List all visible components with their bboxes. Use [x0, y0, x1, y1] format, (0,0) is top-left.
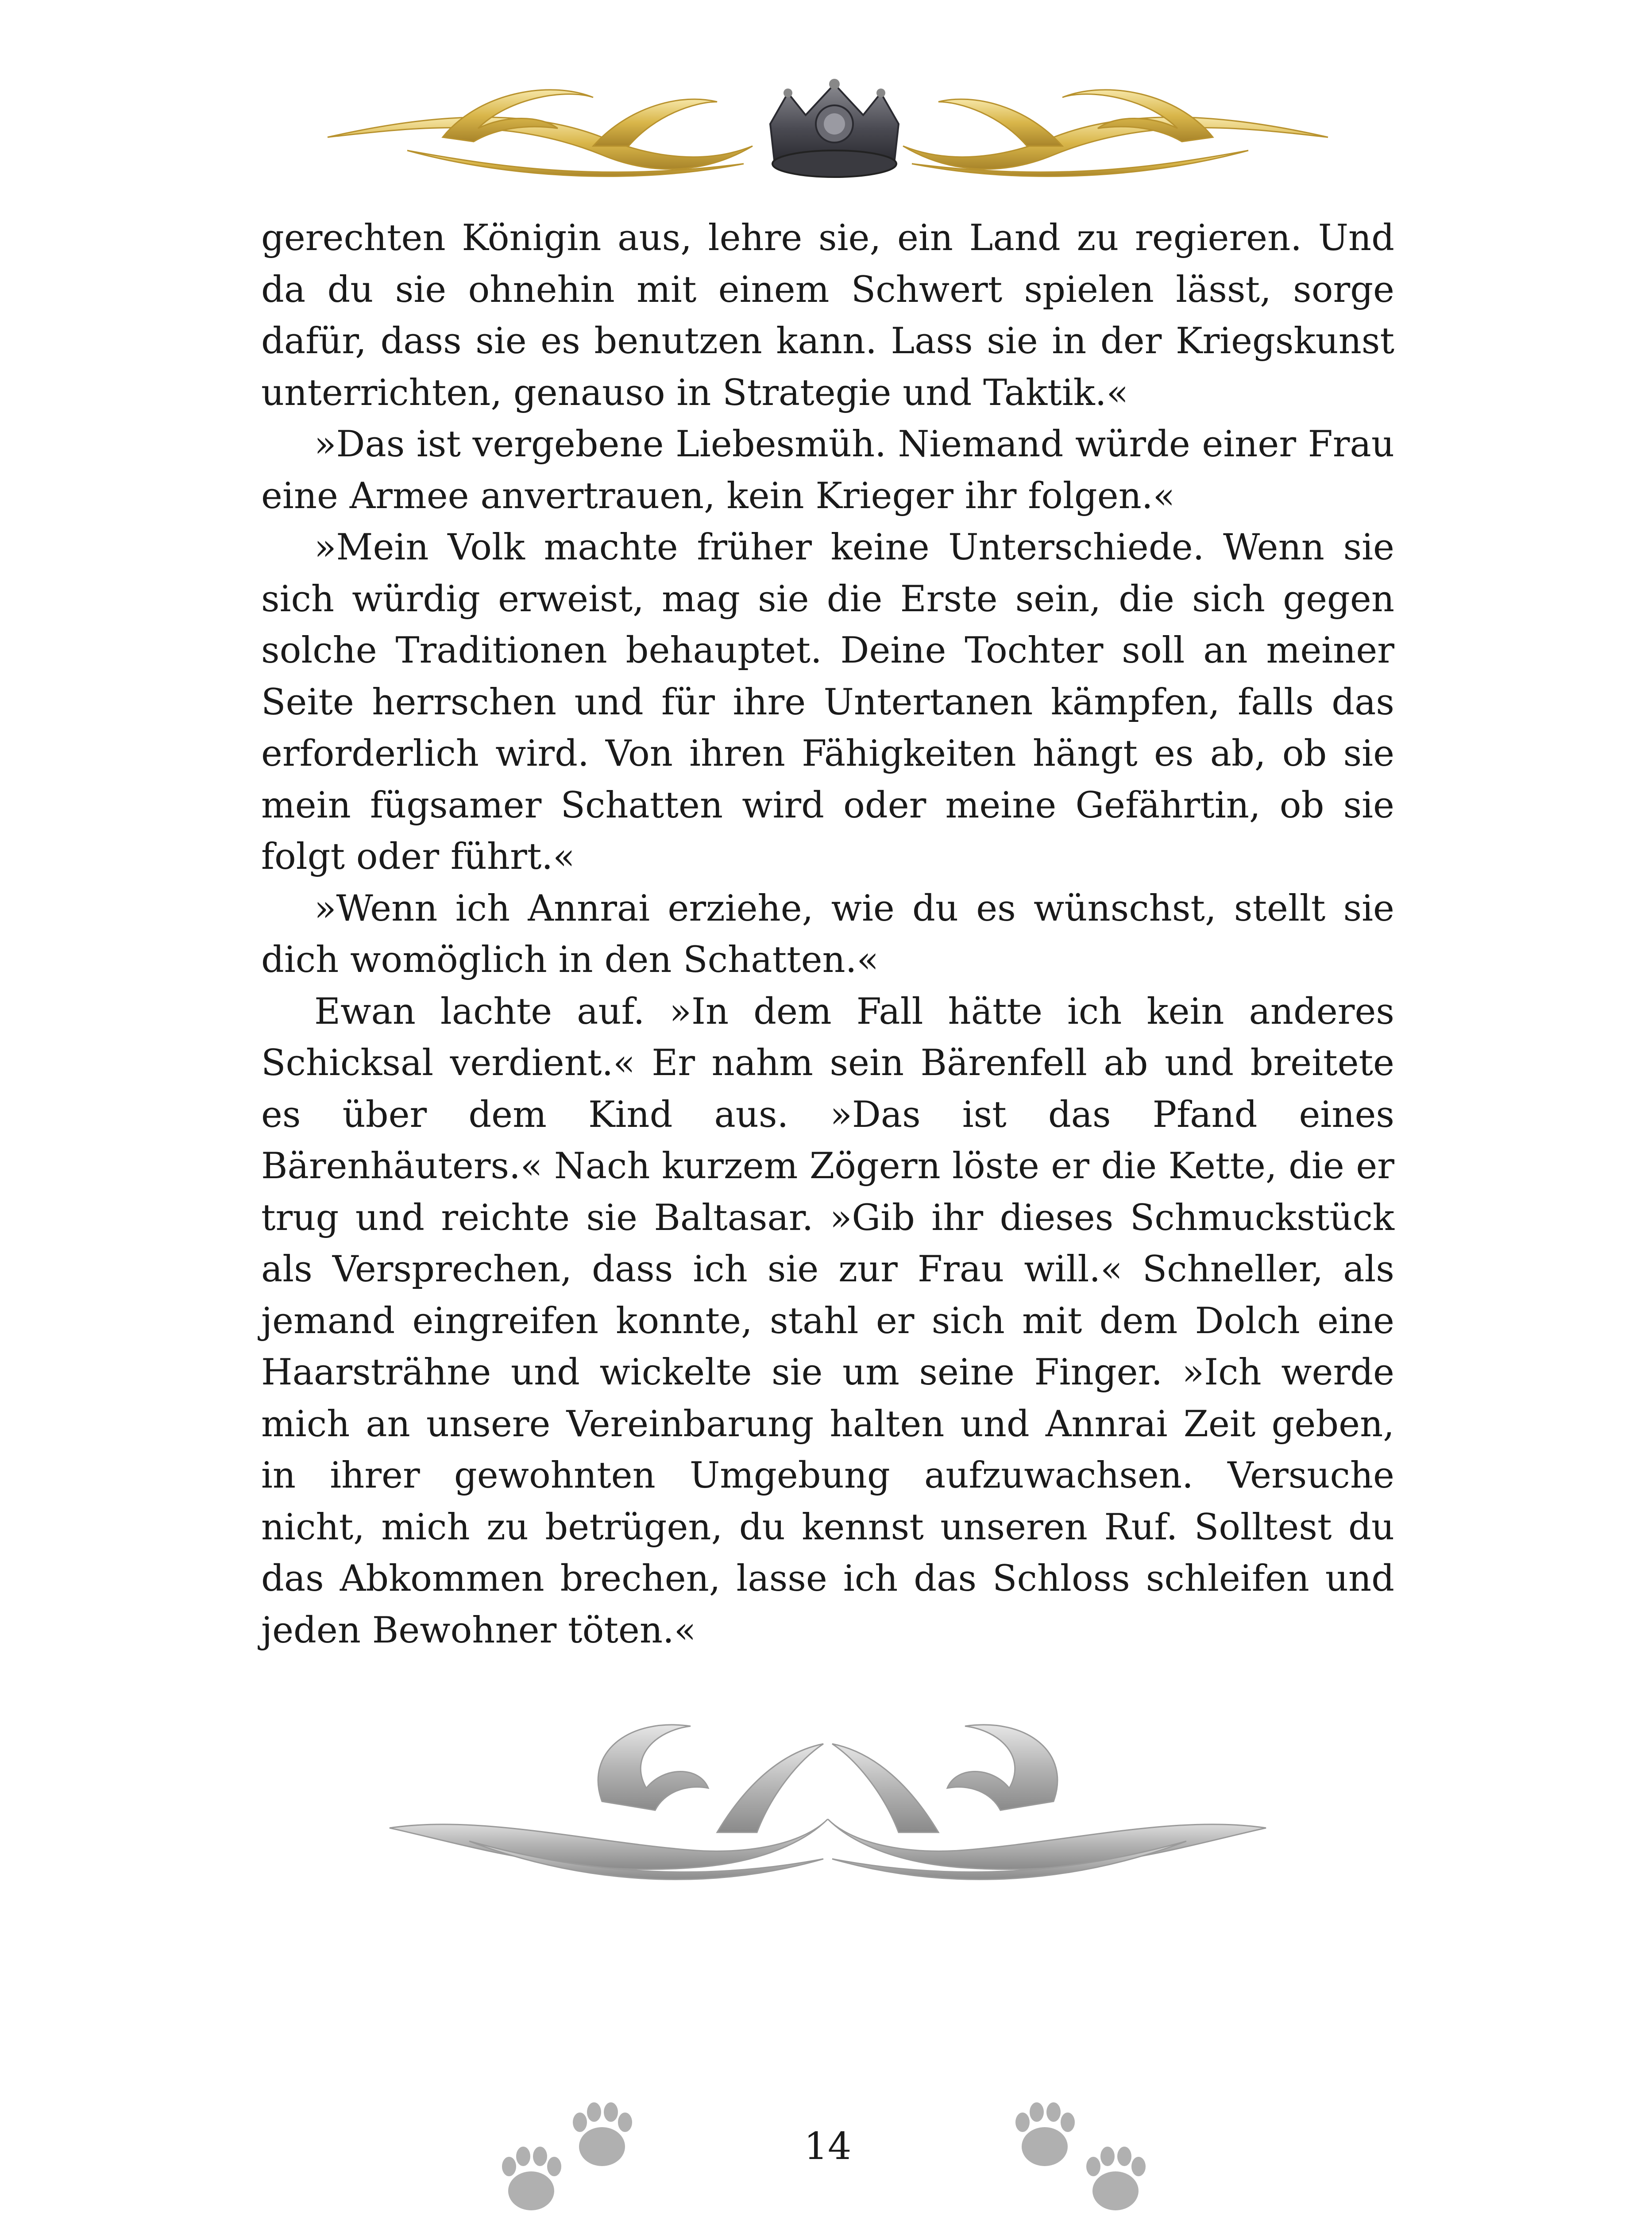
paragraph: »Wenn ich Annrai erziehe, wie du es wünschst, stellt sie dich womöglich in den Schatten.« [261, 887, 1394, 981]
bear-paw-icon [1005, 2089, 1164, 2213]
paragraph: »Mein Volk machte früher keine Unterschiede. Wenn sie sich würdig erweist, mag sie die Erste sein, die sich gegen solche Traditionen behauptet. Deine Tochter soll an meiner Seite herrschen und für ihre Untertanen kämpfen, falls das erforderlich wird. Von ihren Fähigkeiten hängt es ab, ob sie mein fügsamer Schatten wird oder meine Gefährtin, ob sie folgt oder führt.« [261, 527, 1394, 878]
paragraph: »Das ist vergebene Liebesmüh. Niemand würde einer Frau eine Armee anvertrauen, kein Krieger ihr folgen.« [261, 424, 1394, 517]
paragraph: Ewan lachte auf. »In dem Fall hätte ich kein anderes Schicksal verdient.« Er nahm sein Bärenfell ab und breitete es über dem Kind aus. »Das ist das Pfand eines Bärenhäuters.« Nach kurzem Zögern löste er die Kette, die er trug und reichte sie Baltasar. »Gib ihr dieses Schmuckstück als Versprechen, dass ich sie zur Frau will.« Schneller, als jemand eingreifen konnte, stahl er sich mit dem Dolch eine Haarsträhne und wickelte sie um seine Finger. »Ich werde mich an unsere Vereinbarung halten und Annrai Zeit geben, in ihrer gewohnten Umgebung aufzuwachsen. Versuche nicht, mich zu betrügen, du kennst unseren Ruf. Solltest du das Abkommen brechen, lasse ich das Schloss schleifen und jeden Bewohner töten.« [261, 991, 1394, 1651]
page-number: 14 [804, 2124, 852, 2168]
silver-scroll-flourish-icon [381, 1700, 1275, 1903]
paragraph-continuation: gerechten Königin aus, lehre sie, ein Land zu regieren. Und da du sie ohnehin mit einem Schwert spielen lässt, sorge dafür, dass sie es benutzen kann. Lass sie in der Kriegskunst unterrichten, genauso in Strategie und Taktik.« [261, 217, 1394, 414]
bear-paw-icon [487, 2089, 646, 2213]
crown-icon [761, 75, 907, 190]
body-text [261, 212, 1394, 1656]
